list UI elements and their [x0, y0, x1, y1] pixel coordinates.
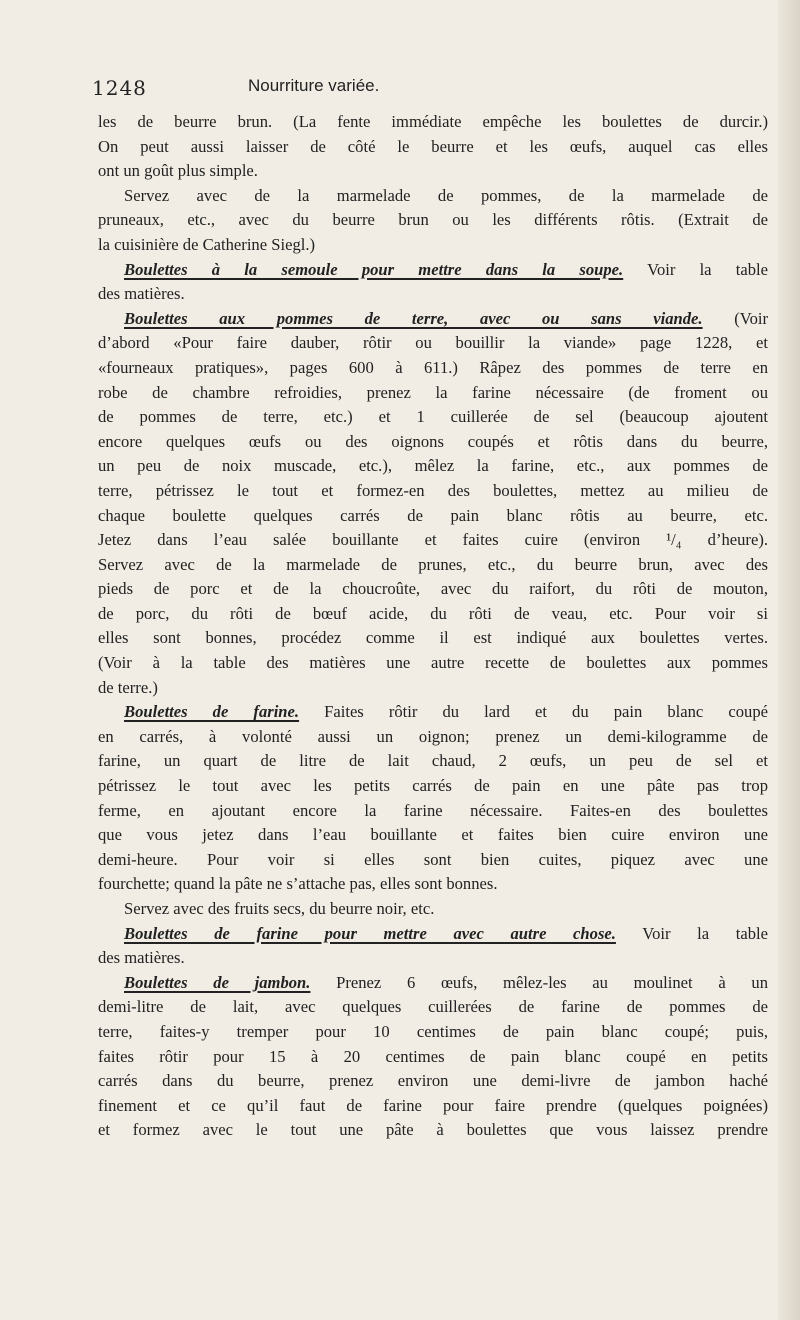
text-line: [98, 749, 768, 774]
text-line: [98, 233, 768, 258]
line-text: pruneaux, etc., avec du beurre brun ou les différents rôtis. (Extrait de: [98, 210, 768, 230]
text-line: [98, 159, 768, 184]
line-text: faites rôtir pour 15 à 20 centimes de pain blanc coupé en petits: [98, 1046, 768, 1066]
text-line: [98, 282, 768, 307]
text-line: [98, 872, 768, 897]
text-line: [98, 799, 768, 824]
text-line: [98, 848, 768, 873]
text-line: [98, 504, 768, 529]
text-line: [98, 823, 768, 848]
line-text: farine, un quart de litre de lait chaud, 2 œufs, un peu de sel et: [98, 751, 768, 771]
recipe-heading-line: [98, 258, 768, 283]
text-line: [98, 774, 768, 799]
line-text: les de beurre brun. (La fente immédiate empêche les boulettes de durcir.): [98, 112, 768, 131]
text-line: [98, 626, 768, 651]
recipe-heading: Boulettes à la semoule pour mettre dans la soupe.: [124, 259, 624, 279]
line-text: Servez avec des fruits secs, du beurre noir, etc.: [124, 899, 435, 918]
text-line: [98, 430, 768, 455]
line-text: Voir la table: [623, 259, 768, 279]
page-header: [92, 70, 720, 100]
line-text: terre, faites-y tremper pour 10 centimes de pain blanc coupé; puis,: [98, 1021, 768, 1041]
line-text: encore quelques œufs ou des oignons coupés et rôtis dans du beurre,: [98, 431, 768, 451]
text-line: [98, 553, 768, 578]
line-text: carrés dans du beurre, prenez environ une demi-livre de jambon haché: [98, 1071, 768, 1091]
line-text: ont un goût plus simple.: [98, 161, 258, 181]
line-text: un peu de noix muscade, etc.), mêlez la farine, etc., aux pommes de: [98, 456, 768, 476]
running-title: Nourriture variée.: [248, 76, 380, 95]
line-text: robe de chambre refroidies, prenez la farine nécessaire (de froment ou: [98, 382, 768, 402]
text-line: [98, 897, 768, 922]
recipe-heading-line: [98, 700, 768, 725]
text-line: [98, 1045, 768, 1070]
text-line: [98, 995, 768, 1020]
page-number: 1248: [92, 76, 147, 100]
line-text: Servez avec de la marmelade de pommes, de la marmelade de: [124, 185, 768, 205]
text-line: [98, 454, 768, 479]
line-text: et formez avec le tout une pâte à boulettes que vous laissez prendre: [98, 1120, 768, 1140]
text-line: [98, 1118, 768, 1143]
text-line: [98, 331, 768, 356]
recipe-heading-line: [98, 307, 768, 332]
line-text: de porc, du rôti de bœuf acide, du rôti de veau, etc. Pour voir si: [98, 603, 768, 623]
line-text: la cuisinière de Catherine Siegl.): [98, 234, 316, 254]
line-text: des matières.: [98, 284, 185, 304]
text-line: [98, 528, 768, 553]
line-text: demi-heure. Pour voir si elles sont bien cuites, piquez avec une: [98, 849, 768, 869]
line-text: terre, pétrissez le tout et formez-en des boulettes, mettez au milieu de: [98, 480, 768, 500]
line-text: On peut aussi laisser de côté le beurre et les œufs, auquel cas elles: [98, 136, 768, 156]
line-text: ferme, en ajoutant encore la farine nécessaire. Faites-en des boulettes: [98, 800, 768, 820]
line-text: elles sont bonnes, procédez comme il est indiqué aux boulettes vertes.: [98, 628, 768, 648]
text-line: [98, 1069, 768, 1094]
body-text: [98, 110, 768, 1143]
line-text: chaque boulette quelques carrés de pain blanc rôtis au beurre, etc.: [98, 505, 768, 525]
text-line: [98, 356, 768, 381]
recipe-heading: Boulettes de farine.: [124, 702, 300, 722]
recipe-heading-line: [98, 971, 768, 996]
line-text: Faites rôtir du lard et du pain blanc coupé: [299, 702, 768, 722]
recipe-heading-line: [98, 922, 768, 947]
line-text: de terre.): [98, 677, 158, 697]
line-text: Jetez dans l’eau salée bouillante et faites cuire (environ ¹/₄ d’heure).: [98, 530, 768, 550]
text-line: [98, 208, 768, 233]
line-text: pieds de porc et de la choucroûte, avec du raifort, du rôti de mouton,: [98, 579, 768, 599]
line-text: fourchette; quand la pâte ne s’attache pas, elles sont bonnes.: [98, 874, 498, 894]
page-edge: [778, 0, 800, 1320]
text-line: [98, 110, 768, 135]
text-line: [98, 577, 768, 602]
line-text: «fourneaux pratiques», pages 600 à 611.) Râpez des pommes de terre en: [98, 357, 768, 377]
line-text: demi-litre de lait, avec quelques cuillerées de farine de pommes de: [98, 997, 768, 1017]
text-line: [98, 725, 768, 750]
text-line: [98, 1094, 768, 1119]
recipe-heading: Boulettes de jambon.: [124, 972, 311, 992]
line-text: Voir la table: [615, 923, 768, 943]
text-line: [98, 1020, 768, 1045]
text-line: [98, 946, 768, 971]
recipe-heading: Boulettes aux pommes de terre, avec ou sans viande.: [124, 308, 703, 328]
line-text: Prenez 6 œufs, mêlez-les au moulinet à un: [310, 972, 768, 992]
text-line: [98, 405, 768, 430]
recipe-heading: Boulettes de farine pour mettre avec autre chose.: [124, 923, 616, 943]
line-text: (Voir à la table des matières une autre recette de boulettes aux pommes: [98, 653, 768, 673]
line-text: en carrés, à volonté aussi un oignon; prenez un demi-kilogramme de: [98, 726, 768, 746]
line-text: finement et ce qu’il faut de farine pour faire prendre (quelques poignées): [98, 1095, 768, 1115]
text-line: [98, 381, 768, 406]
line-text: (Voir: [702, 308, 769, 328]
line-text: de pommes de terre, etc.) et 1 cuillerée de sel (beaucoup ajoutent: [98, 407, 768, 427]
line-text: Servez avec de la marmelade de prunes, etc., du beurre brun, avec des: [98, 554, 768, 574]
line-text: d’abord «Pour faire dauber, rôtir ou bouillir la viande» page 1228, et: [98, 333, 768, 353]
line-text: pétrissez le tout avec les petits carrés de pain en une pâte pas trop: [98, 776, 768, 796]
text-line: [98, 135, 768, 160]
line-text: des matières.: [98, 948, 185, 968]
text-line: [98, 651, 768, 676]
line-text: que vous jetez dans l’eau bouillante et faites bien cuire environ une: [98, 825, 768, 845]
text-line: [98, 676, 768, 701]
text-line: [98, 184, 768, 209]
text-line: [98, 602, 768, 627]
text-line: [98, 479, 768, 504]
